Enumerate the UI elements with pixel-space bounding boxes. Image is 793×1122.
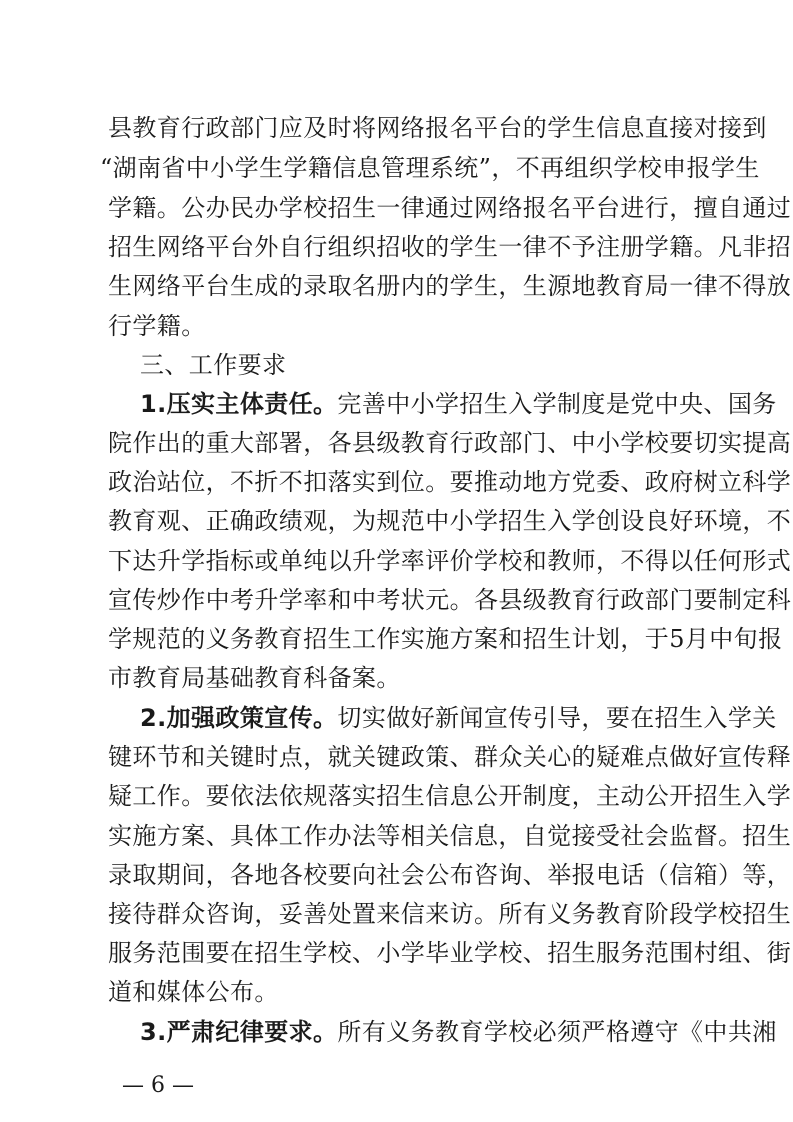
body-line-20: 录取期间，各地各校要向社会公布咨询、举报电话（信箱）等， bbox=[108, 861, 792, 889]
body-line-3: 学籍。公办民办学校招生一律通过网络报名平台进行，擅自通过 bbox=[108, 194, 792, 222]
body-line-10: 政治站位，不折不扣落实到位。要推动地方党委、政府树立科学 bbox=[108, 468, 792, 496]
page-number: — 6 — bbox=[122, 1073, 194, 1098]
body-line-6: 行学籍。 bbox=[108, 312, 206, 340]
body-line-4: 招生网络平台外自行组织招收的学生一律不予注册学籍。凡非招 bbox=[108, 233, 792, 261]
body-line-21: 接待群众咨询，妥善处置来信来访。所有义务教育阶段学校招生 bbox=[108, 900, 792, 928]
item-3-first-line: 3.严肃纪律要求。所有义务教育学校必须严格遵守《中共湘 bbox=[140, 1018, 777, 1046]
body-line-13: 宣传炒作中考升学率和中考状元。各县级教育行政部门要制定科 bbox=[108, 586, 792, 614]
item-2-heading: 2.加强政策宣传。 bbox=[140, 704, 338, 732]
item-3-heading: 3.严肃纪律要求。 bbox=[140, 1018, 338, 1046]
item-2-first-line: 2.加强政策宣传。切实做好新闻宣传引导，要在招生入学关 bbox=[140, 704, 777, 732]
body-line-12: 下达升学指标或单纯以升学率评价学校和教师，不得以任何形式 bbox=[108, 547, 792, 575]
body-line-18: 疑工作。要依法依规落实招生信息公开制度，主动公开招生入学 bbox=[108, 782, 792, 810]
body-line-15: 市教育局基础教育科备案。 bbox=[108, 664, 401, 692]
body-line-14: 学规范的义务教育招生工作实施方案和招生计划，于5月中旬报 bbox=[108, 625, 783, 653]
body-line-23: 道和媒体公布。 bbox=[108, 978, 279, 1006]
body-line-19: 实施方案、具体工作办法等相关信息，自觉接受社会监督。招生 bbox=[108, 822, 792, 850]
item-1-heading: 1.压实主体责任。 bbox=[140, 390, 338, 418]
body-line-11: 教育观、正确政绩观，为规范中小学招生入学创设良好环境，不 bbox=[108, 507, 792, 535]
body-line-2: “湖南省中小学生学籍信息管理系统”，不再组织学校申报学生 bbox=[100, 154, 760, 182]
body-line-22: 服务范围要在招生学校、小学毕业学校、招生服务范围村组、街 bbox=[108, 939, 792, 967]
section-heading: 三、工作要求 bbox=[140, 351, 287, 379]
item-1-first-line: 1.压实主体责任。完善中小学招生入学制度是党中央、国务 bbox=[140, 390, 777, 418]
body-line-5: 生网络平台生成的录取名册内的学生，生源地教育局一律不得放 bbox=[108, 272, 792, 300]
body-line-9: 院作出的重大部署，各县级教育行政部门、中小学校要切实提高 bbox=[108, 429, 792, 457]
body-line-1: 县教育行政部门应及时将网络报名平台的学生信息直接对接到 bbox=[108, 114, 767, 142]
body-line-17: 键环节和关键时点，就关键政策、群众关心的疑难点做好宣传释 bbox=[108, 743, 792, 771]
